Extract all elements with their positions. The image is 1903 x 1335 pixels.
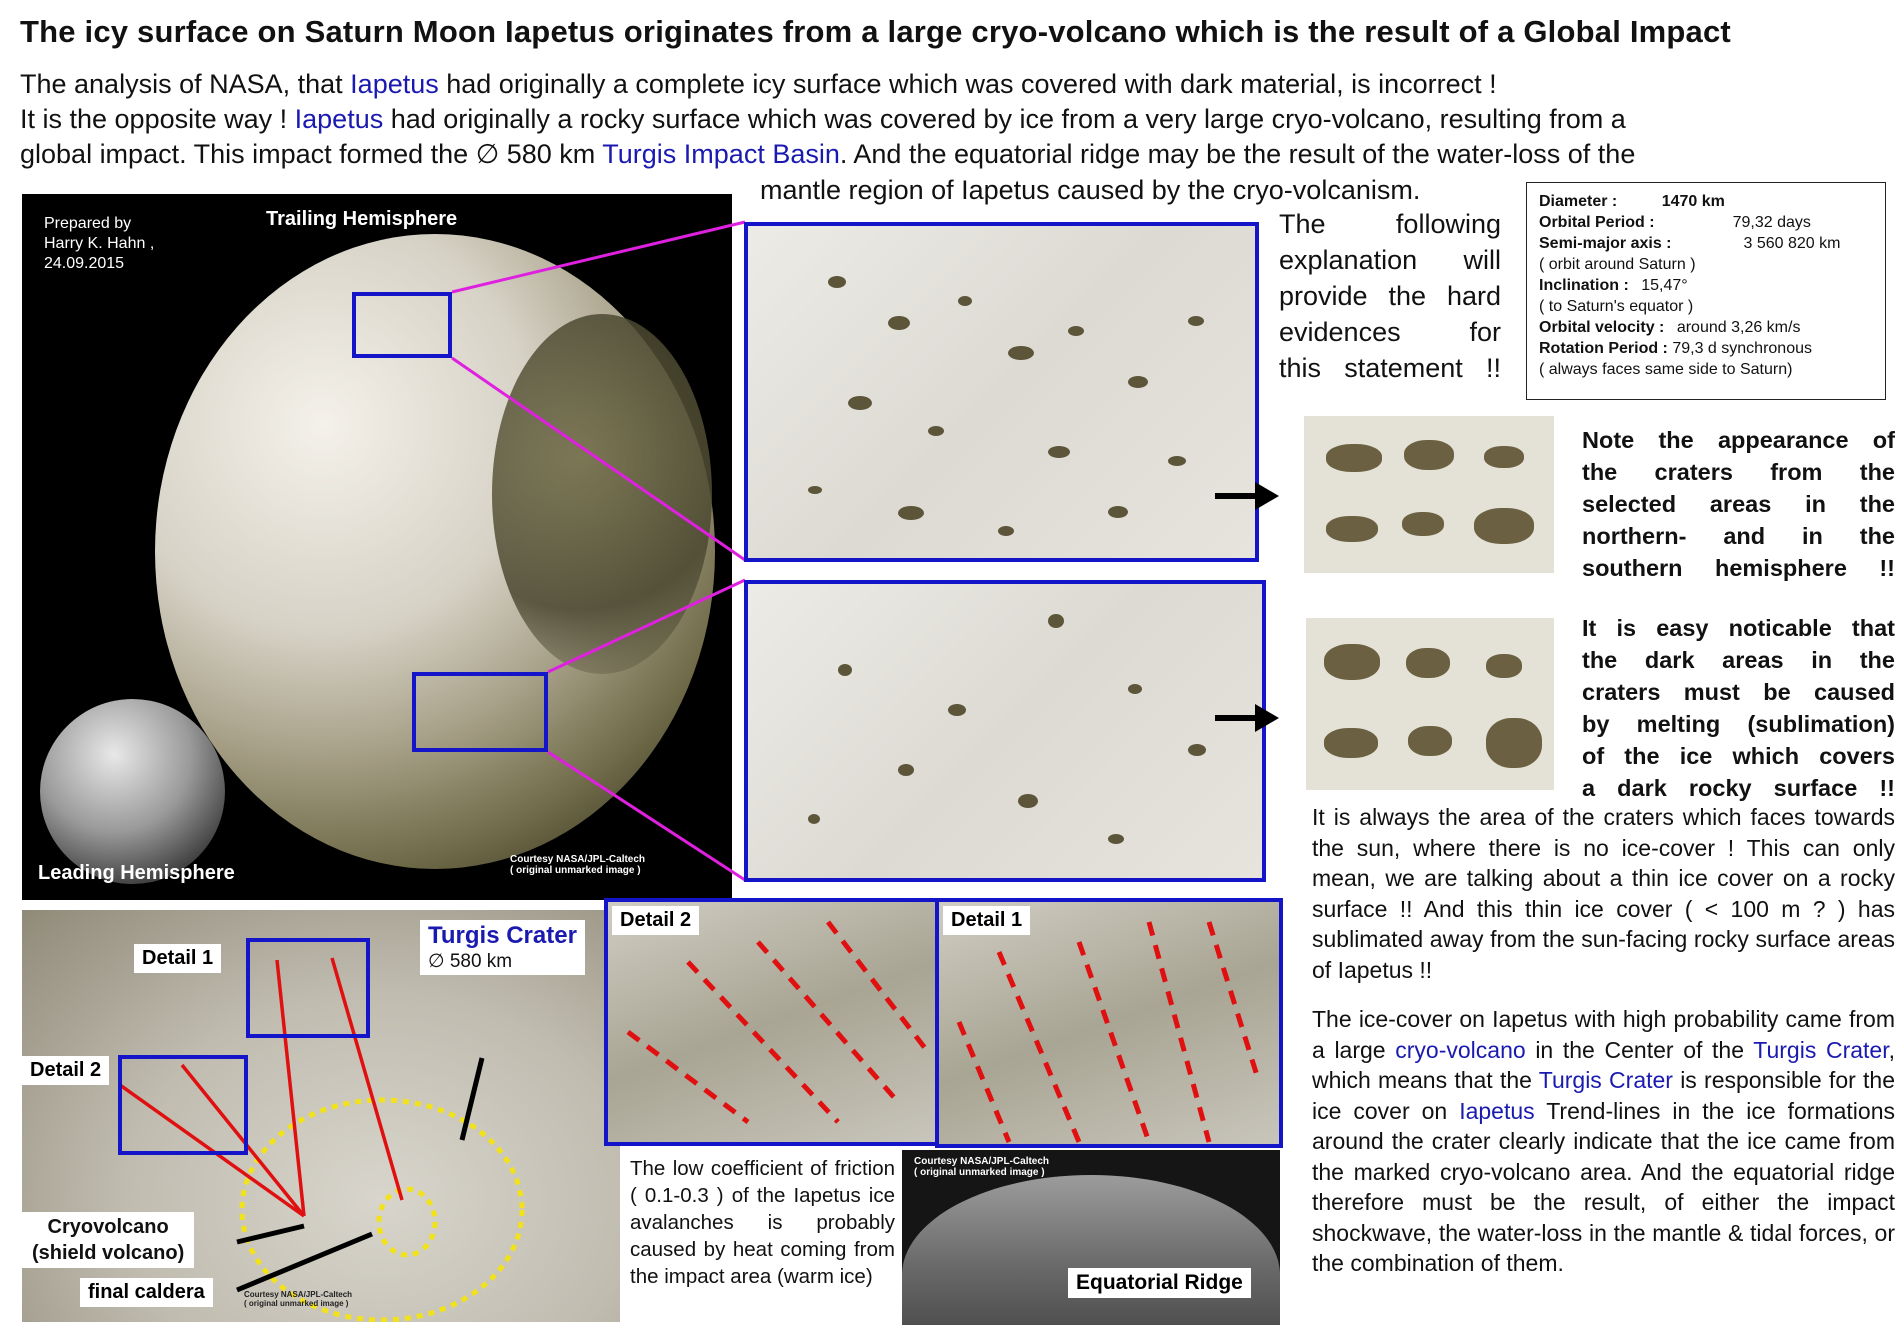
trend-dash xyxy=(1149,922,1209,1142)
final-caldera-label: final caldera xyxy=(80,1278,213,1307)
detail-1-caption: Detail 1 xyxy=(943,906,1030,935)
intro-line-4: mantle region of Iapetus caused by the cryo-volcanism. xyxy=(760,175,1421,205)
orbital-velocity-value: around 3,26 km/s xyxy=(1676,319,1801,336)
cryovolcano-link: cryo-volcano xyxy=(1395,1036,1526,1063)
turgis-crater-link: Turgis Crater xyxy=(1753,1036,1889,1063)
intro-text: It is the opposite way ! xyxy=(20,104,295,134)
intro-text: had originally a complete icy surface which was covered with dark material, is incorrect ! xyxy=(438,69,1497,99)
inclination-note: ( to Saturn's equator ) xyxy=(1539,298,1694,315)
connector-line xyxy=(548,580,745,672)
trend-dash xyxy=(999,952,1079,1142)
explanation-line: explanation will xyxy=(1279,245,1501,275)
trailing-hemisphere-label: Trailing Hemisphere xyxy=(266,208,458,230)
right-arrow-icon xyxy=(1215,700,1281,736)
inclination-label: Inclination : xyxy=(1539,277,1629,294)
orbital-velocity-label: Orbital velocity : xyxy=(1539,319,1665,336)
note-crater-appearance xyxy=(1582,424,1895,584)
north-crater-closeup xyxy=(744,222,1259,562)
detail-1-trendlines xyxy=(939,902,1287,1152)
intro-text: global impact. This impact formed the ∅ 580 km xyxy=(20,139,603,169)
prepared-by-line: Prepared by xyxy=(44,215,132,232)
detail-2-label: Detail 2 xyxy=(22,1056,109,1085)
cryovolcano-line: (shield volcano) xyxy=(32,1242,185,1264)
semi-major-axis-value: 3 560 820 km xyxy=(1743,235,1841,252)
page-title: The icy surface on Saturn Moon Iapetus originates from a large cryo-volcano which is the result of a Global Impact xyxy=(20,14,1731,49)
intro-text: had originally a rocky surface which was covered by ice from a very large cryo-volcano, resulting from a xyxy=(383,104,1626,134)
equatorial-ridge-label: Equatorial Ridge xyxy=(1068,1268,1251,1298)
note-line: craters must be caused xyxy=(1582,679,1895,705)
courtesy-credit xyxy=(914,1156,1049,1178)
semi-major-axis-note: ( orbit around Saturn ) xyxy=(1539,256,1696,273)
trend-dash xyxy=(828,922,928,1052)
intro-text: The analysis of NASA, that xyxy=(20,69,351,99)
para-text: , which means that the xyxy=(1312,1036,1895,1093)
para-text: The ice-cover on Iapetus with high probability came from a large xyxy=(1312,1006,1895,1063)
courtesy-line: Courtesy NASA/JPL-Caltech xyxy=(510,854,646,865)
courtesy-line: ( original unmarked image ) xyxy=(914,1167,1045,1178)
turgis-crater-link: Turgis Crater xyxy=(1538,1067,1673,1093)
para-text: in the Center of the xyxy=(1525,1036,1754,1063)
explanation-line: The following xyxy=(1279,209,1501,239)
trend-dash xyxy=(688,962,838,1122)
note-line: by melting (sublimation) xyxy=(1582,711,1895,737)
connector-line xyxy=(452,358,745,560)
turgis-crater-title: Turgis Crater xyxy=(428,922,577,949)
cryovolcano-line: Cryovolcano xyxy=(47,1216,169,1238)
connector-line xyxy=(548,752,745,880)
courtesy-line: Courtesy NASA/JPL-Caltech xyxy=(914,1156,1050,1167)
courtesy-line: ( original unmarked image ) xyxy=(244,1299,349,1308)
diameter-label: Diameter : xyxy=(1539,193,1618,210)
detail-2-caption: Detail 2 xyxy=(612,906,699,935)
note-line: a dark rocky surface !! xyxy=(1582,775,1895,801)
note-dark-areas xyxy=(1582,612,1895,804)
leading-hemisphere-label: Leading Hemisphere xyxy=(38,862,235,884)
turgis-basin-link: Turgis Impact Basin xyxy=(602,139,840,169)
trend-dash xyxy=(1079,942,1149,1142)
detail-1-closeup xyxy=(935,898,1283,1148)
author-name: Harry K. Hahn , xyxy=(44,235,155,252)
rotation-period-value: 79,3 d synchronous xyxy=(1672,340,1812,357)
ridge-surface xyxy=(902,1175,1280,1325)
north-crater-thumbnails xyxy=(1304,416,1554,573)
para-text: is responsible for the ice cover on xyxy=(1312,1067,1895,1124)
south-crater-thumbnails xyxy=(1306,618,1554,790)
note-line: southern hemisphere !! xyxy=(1582,555,1895,581)
rotation-period-label: Rotation Period : xyxy=(1539,340,1668,357)
courtesy-credit xyxy=(244,1290,352,1308)
trend-dash xyxy=(758,942,898,1102)
friction-text: The low coefficient of friction ( 0.1-0.3 ) of the Iapetus ice avalanches is probably caused by heat coming from the impact area (warm ice) xyxy=(630,1157,895,1288)
equatorial-ridge-image xyxy=(902,1150,1280,1325)
inclination-value: 15,47° xyxy=(1641,277,1688,294)
iapetus-link: Iapetus xyxy=(294,104,384,134)
iapetus-link: Iapetus xyxy=(350,69,439,99)
detail-2-box xyxy=(118,1055,248,1155)
para-text: Trend-lines in the ice formations around the crater clearly indicate that the ice came from the marked cryo-volcano area. And the equatorial ridge therefore must be the result, of either the impact shockwave, the water-loss in the mantle & tidal forces, or the combination of them. xyxy=(1312,1097,1895,1276)
detail-2-trendlines xyxy=(608,902,944,1150)
cryovolcano-paragraph xyxy=(1312,1004,1895,1279)
trend-dash xyxy=(1209,922,1259,1082)
sunward-paragraph: It is always the area of the craters which faces towards the sun, where there is no ice-cover ! This can only mean, we are talking about a thin ice cover on a rocky surface !! And this thin ice cover ( < 100 m ? ) has sublimated away from the sun-facing rocky surface areas of Iapetus !! xyxy=(1312,804,1895,983)
turgis-crater-size: ∅ 580 km xyxy=(428,951,513,972)
right-arrow-icon xyxy=(1215,478,1281,514)
note-line: the craters from the xyxy=(1582,459,1895,485)
note-line: Note the appearance of xyxy=(1582,427,1895,453)
rotation-period-note: ( always faces same side to Saturn) xyxy=(1539,361,1793,378)
intro-text: . And the equatorial ridge may be the result of the water-loss of the xyxy=(839,139,1636,169)
iapetus-link: Iapetus xyxy=(1459,1097,1535,1124)
detail-1-label: Detail 1 xyxy=(134,944,221,973)
caldera-outline xyxy=(379,1189,435,1255)
courtesy-line: Courtesy NASA/JPL-Caltech xyxy=(244,1290,353,1299)
date: 24.09.2015 xyxy=(44,255,125,272)
explanation-text xyxy=(1279,206,1501,386)
diameter-value: 1470 km xyxy=(1661,193,1725,210)
note-line: the dark areas in the xyxy=(1582,647,1895,673)
note-line: northern- and in the xyxy=(1582,523,1895,549)
explanation-line: this statement !! xyxy=(1279,353,1501,383)
turgis-crater-image xyxy=(22,910,620,1322)
orbital-period-value: 79,32 days xyxy=(1732,214,1811,231)
explanation-line: provide the hard xyxy=(1279,281,1501,311)
detail-2-closeup xyxy=(604,898,940,1146)
note-line: It is easy noticable that xyxy=(1582,615,1895,641)
turgis-crater-caption xyxy=(420,920,585,975)
note-line: of the ice which covers xyxy=(1582,743,1895,769)
cryovolcano-label xyxy=(22,1212,194,1268)
courtesy-line: ( original unmarked image ) xyxy=(510,865,641,876)
connector-line xyxy=(452,222,745,292)
pointer-line xyxy=(237,1226,304,1242)
semi-major-axis-label: Semi-major axis : xyxy=(1539,235,1672,252)
explanation-line: evidences for xyxy=(1279,317,1501,347)
detail-1-box xyxy=(246,938,370,1038)
orbital-facts-box xyxy=(1526,182,1886,400)
orbital-period-label: Orbital Period : xyxy=(1539,214,1655,231)
trend-dash xyxy=(959,1022,1009,1142)
trend-dash xyxy=(628,1032,748,1122)
south-crater-closeup xyxy=(744,580,1266,882)
note-line: selected areas in the xyxy=(1582,491,1895,517)
